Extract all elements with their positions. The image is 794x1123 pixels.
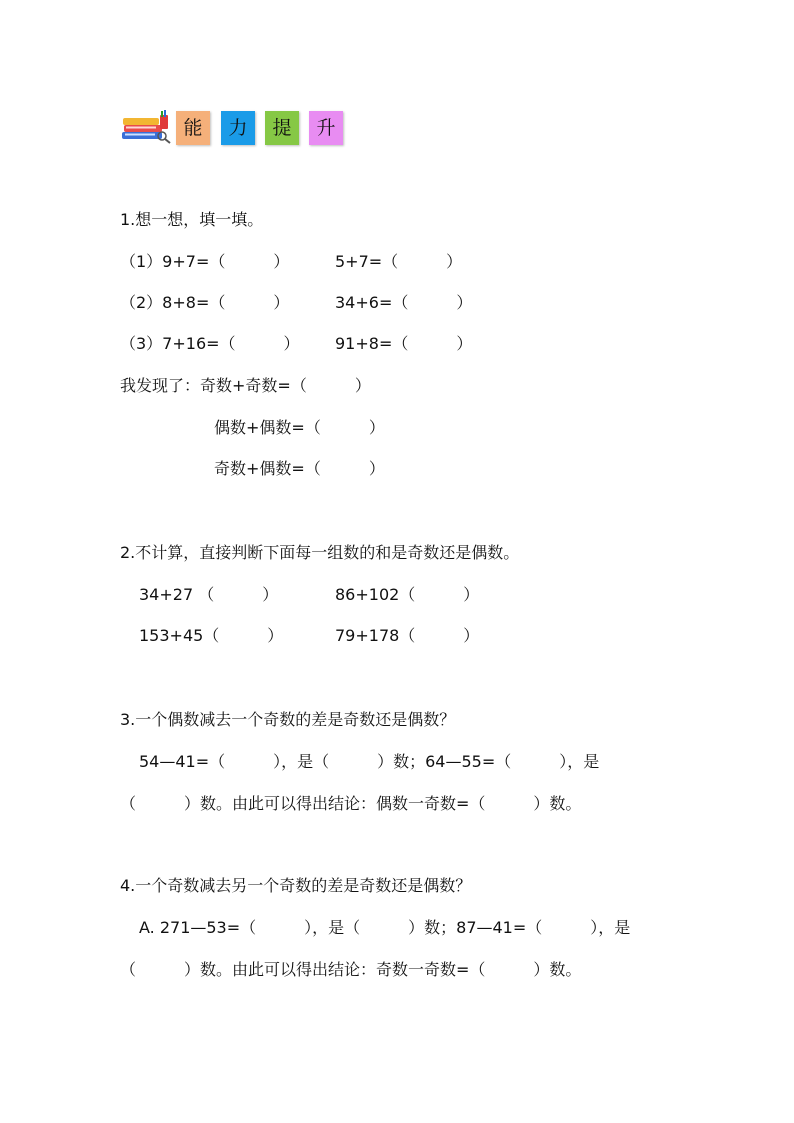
q1-row1-left: （1）9+7=（ ） (120, 252, 290, 271)
q3-line-2: （ ）数。由此可以得出结论：偶数一奇数=（ ）数。 (120, 794, 582, 813)
q4-title: 4.一个奇数减去另一个奇数的差是奇数还是偶数？ (120, 876, 472, 895)
q1-row1-right: 5+7=（ ） (335, 252, 463, 271)
q1-finding-2: 偶数+偶数=（ ） (214, 418, 385, 437)
q2-row1-left: 34+27 （ ） (139, 585, 279, 604)
q4-line-1: A. 271—53=（ ），是（ ）数；87—41=（ ），是 (139, 918, 631, 937)
q3-line-1: 54—41=（ ），是（ ）数；64—55=（ ），是 (139, 752, 600, 771)
header-tile-neng: 能 (176, 111, 210, 145)
header-tile-ti: 提 (265, 111, 299, 145)
q1-row2-right: 34+6=（ ） (335, 293, 473, 312)
q2-title: 2.不计算，直接判断下面每一组数的和是奇数还是偶数。 (120, 543, 520, 562)
q1-row3-left: （3）7+16=（ ） (120, 334, 300, 353)
q1-finding-3: 奇数+偶数=（ ） (214, 459, 385, 478)
q3-title: 3.一个偶数减去一个奇数的差是奇数还是偶数？ (120, 710, 456, 729)
q1-finding-1: 我发现了：奇数+奇数=（ ） (120, 376, 371, 395)
q2-row1-right: 86+102（ ） (335, 585, 480, 604)
books-icon (120, 110, 172, 144)
q4-line-2: （ ）数。由此可以得出结论：奇数一奇数=（ ）数。 (120, 960, 582, 979)
q1-row2-left: （2）8+8=（ ） (120, 293, 290, 312)
q2-row2-left: 153+45（ ） (139, 626, 284, 645)
header-tile-li: 力 (221, 111, 255, 145)
q2-row2-right: 79+178（ ） (335, 626, 480, 645)
q1-row3-right: 91+8=（ ） (335, 334, 473, 353)
q1-title: 1.想一想，填一填。 (120, 210, 264, 229)
header-tile-sheng: 升 (309, 111, 343, 145)
